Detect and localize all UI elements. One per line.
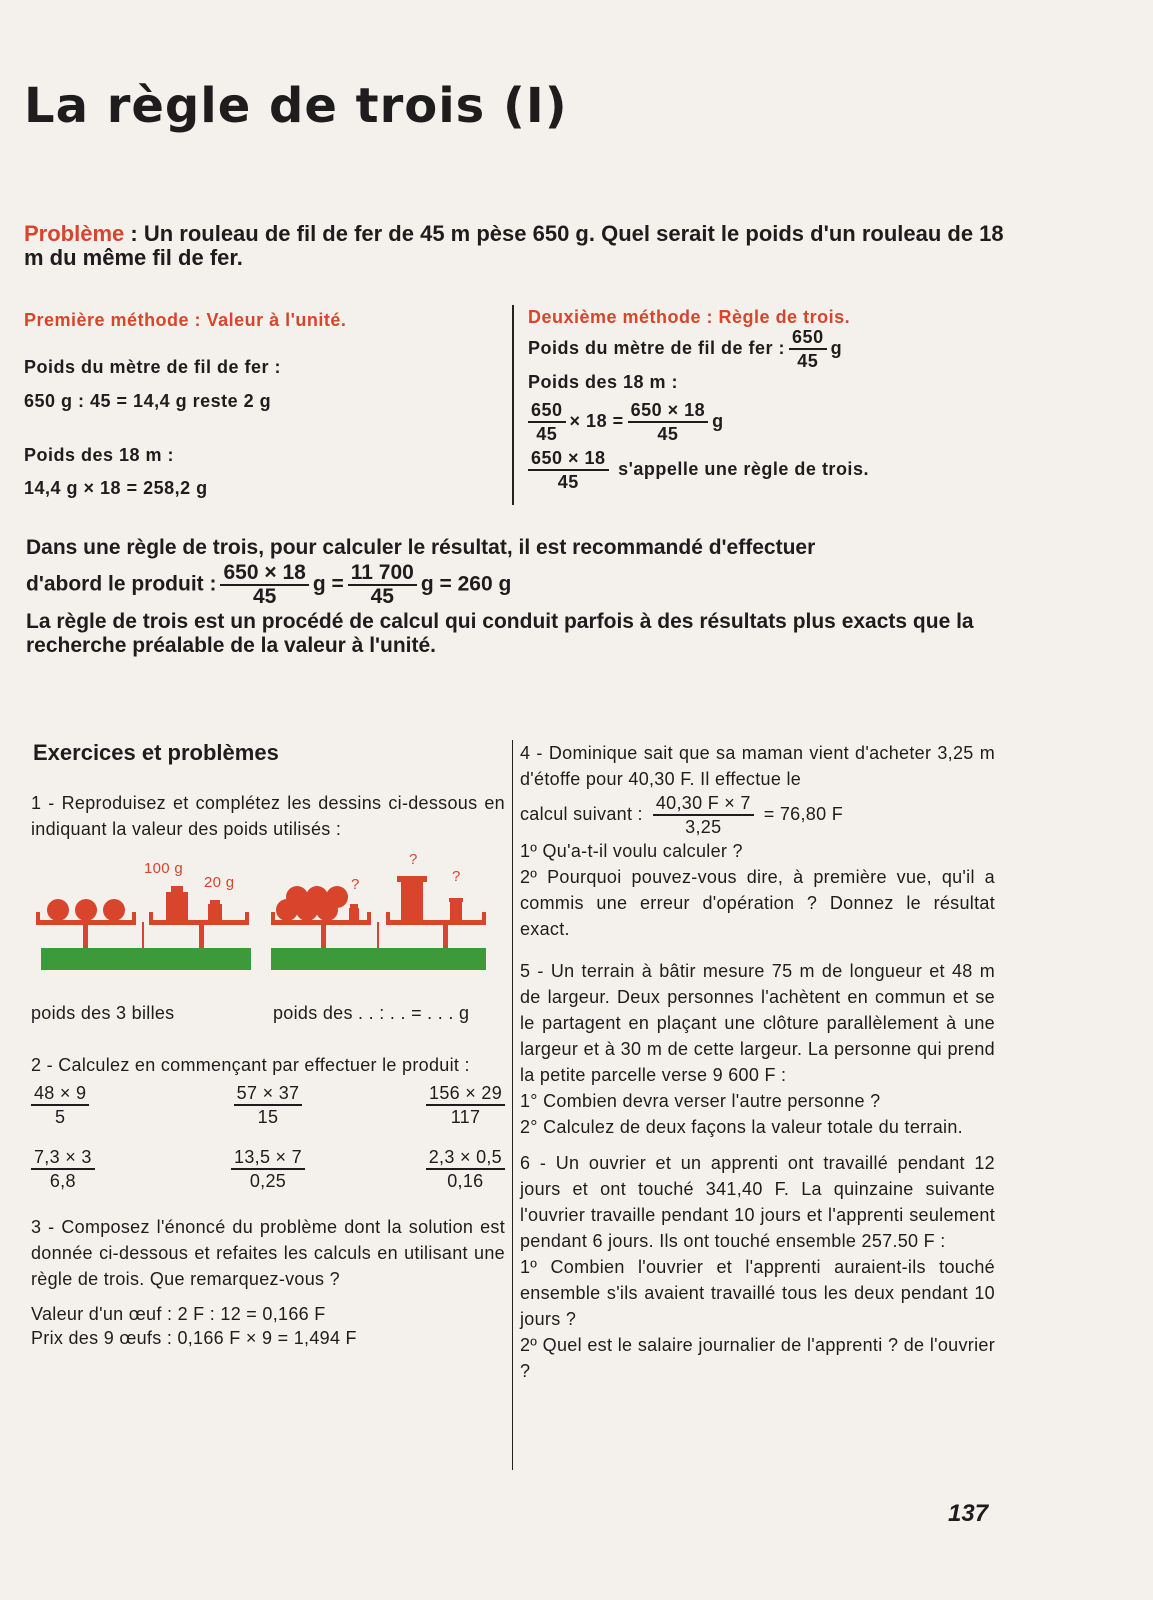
exercise-2: 2 - Calculez en commençant par effectuer le produit : [31,1055,470,1075]
denominator: 117 [450,1107,481,1127]
fraction [528,447,609,493]
method-one [24,310,504,499]
numerator: 156 × 29 [426,1082,505,1106]
denominator: 45 [657,424,679,444]
numerator: 650 × 18 [628,399,709,423]
balance-scales-drawing [31,842,505,1002]
denominator: 15 [257,1107,279,1127]
denominator: 45 [557,472,579,492]
weight-icon [166,892,188,922]
weight-label: ? [452,868,461,885]
denominator: 0,16 [447,1171,484,1191]
summary-text: g = 260 g [420,572,512,596]
fraction [231,1146,305,1192]
caption: poids des . . : . . = . . . g [273,1003,470,1023]
denominator: 5 [55,1107,66,1127]
exercise-3: 3 - Composez l'énoncé du problème dont la solution est donnée ci-dessous et refaites les calculs en utilisant une règle de trois. Que remarquez-vous ? [31,1217,505,1289]
ground [271,948,486,970]
summary-line: La règle de trois est un procédé de calcul qui conduit parfois à des résultats plus exacts que la recherche préalable de la valeur à l'unité. [26,610,974,657]
exercise-3-line: Prix des 9 œufs : 0,166 F × 9 = 1,494 F [31,1328,357,1348]
denominator: 3,25 [685,817,722,837]
exercise-4-text: = 76,80 F [763,803,843,824]
summary [26,536,1011,658]
unit: g [830,337,843,358]
weight-icon [208,904,222,922]
denominator: 45 [370,585,394,608]
caption: poids des 3 billes [31,1003,175,1023]
unit: g [712,410,724,431]
method-two-line: Poids du mètre de fil de fer : [528,337,786,358]
operator: × 18 = [569,410,624,431]
exercise-6: 6 - Un ouvrier et un apprenti ont travaillé pendant 12 jours et ont touché 341,40 F. La quinzaine suivante l'ouvrier travaille pendant 10 jours et l'apprenti seulement pendant 6 jours. Ils ont touché ensemble 257.50 F : [520,1153,995,1251]
numerator: 7,3 × 3 [31,1146,95,1170]
fraction [31,1082,89,1128]
method-one-heading: Première méthode : Valeur à l'unité. [24,310,347,330]
numerator: 11 700 [348,562,417,586]
column-divider [512,740,513,1470]
exercise-3-line: Valeur d'un œuf : 2 F : 12 = 0,166 F [31,1304,326,1324]
numerator: 650 [528,399,566,423]
weight-label: ? [409,851,418,868]
page-title: La règle de trois (I) [24,78,568,134]
exercises-right [520,740,995,1384]
fraction [426,1082,505,1128]
denominator: 0,25 [249,1171,287,1191]
problem-label: Problème [24,221,125,246]
numerator: 650 × 18 [220,562,308,586]
weight-label: 100 g [144,860,184,877]
summary-text: g = [312,572,344,596]
method-one-line: Poids du mètre de fil de fer : [24,357,282,377]
exercises-heading: Exercices et problèmes [33,740,279,765]
summary-text: d'abord le produit : [26,572,217,596]
fraction [348,562,417,608]
method-two-line: s'appelle une règle de trois. [618,458,869,479]
method-two-heading: Deuxième méthode : Règle de trois. [528,307,851,327]
numerator: 650 [789,326,827,350]
fraction [528,399,566,445]
exercise-1: 1 - Reproduisez et complétez les dessins ci-dessous en indiquant la valeur des poids utilisés : [31,793,505,839]
problem-text: : Un rouleau de fil de fer de 45 m pèse 650 g. Quel serait le poids d'un rouleau de 18 m du même fil de fer. [24,221,1004,270]
exercise-5: 5 - Un terrain à bâtir mesure 75 m de longueur et 48 m de largeur. Deux personnes l'achètent en commun et se le partagent en plaçant une clôture parallèlement à une largeur et à 30 m de cette largeur. La personne qui prend la petite parcelle verse 9 600 F : [520,961,995,1085]
fraction [628,399,709,445]
exercise-5-question: 2° Calculez de deux façons la valeur totale du terrain. [520,1117,963,1137]
weight-label: ? [351,876,360,893]
numerator: 2,3 × 0,5 [426,1146,505,1170]
fraction [220,562,308,608]
exercise-4-question: 1º Qu'a-t-il voulu calculer ? [520,841,743,861]
method-one-line: 14,4 g × 18 = 258,2 g [24,478,208,498]
denominator: 6,8 [49,1171,76,1191]
ground [41,948,251,970]
page-number: 137 [948,1500,989,1527]
method-one-line: Poids des 18 m : [24,445,175,465]
denominator: 45 [797,351,819,371]
denominator: 45 [536,424,558,444]
numerator: 48 × 9 [31,1082,89,1106]
problem-statement [24,222,1009,270]
numerator: 650 × 18 [528,447,609,471]
exercises-left [31,790,505,1350]
weight-label: 20 g [204,874,235,891]
numerator: 57 × 37 [234,1082,303,1106]
exercise-4: 4 - Dominique sait que sa maman vient d'acheter 3,25 m d'étoffe pour 40,30 F. Il effectue le [520,743,995,789]
method-two-line: Poids des 18 m : [528,372,679,392]
exercise-6-question: 2º Quel est le salaire journalier de l'apprenti ? de l'ouvrier ? [520,1335,995,1381]
fraction [653,792,754,838]
denominator: 45 [252,585,277,608]
exercise-5-question: 1° Combien devra verser l'autre personne ? [520,1091,881,1111]
method-two [528,307,1008,493]
marble-icon [103,899,125,921]
marble-icon [75,899,97,921]
numerator: 13,5 × 7 [231,1146,305,1170]
marble-icon [47,899,69,921]
fraction [31,1146,95,1192]
fraction-grid [31,1082,505,1192]
method-one-line: 650 g : 45 = 14,4 g reste 2 g [24,391,272,411]
exercise-6-question: 1º Combien l'ouvrier et l'apprenti auraient-ils touché ensemble s'ils avaient travaillé tous les deux pendant 10 jours ? [520,1257,995,1329]
numerator: 40,30 F × 7 [653,792,754,816]
fraction [789,326,827,372]
exercise-4-text: calcul suivant : [520,803,643,824]
column-divider [512,305,514,505]
scales-illustration [31,842,505,1002]
exercise-4-question: 2º Pourquoi pouvez-vous dire, à première vue, qu'il a commis une erreur d'opération ? Donnez le résultat exact. [520,867,995,939]
fraction [234,1082,303,1128]
summary-line: Dans une règle de trois, pour calculer le résultat, il est recommandé d'effectuer [26,536,816,559]
fraction [426,1146,505,1192]
